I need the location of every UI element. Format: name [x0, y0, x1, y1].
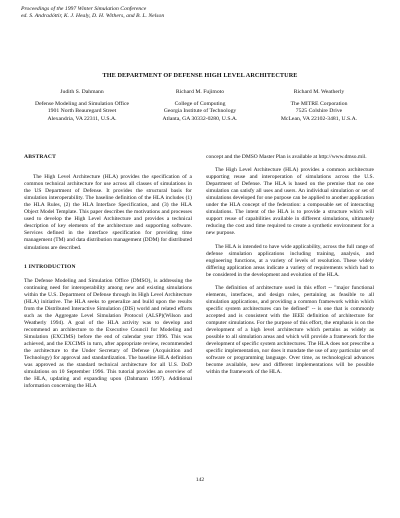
right-paragraph-2: The HLA is intended to have wide applicability, across the full range of defense simulation applications including training, analysis, and engineering functions, at a variety of levels of resolution. These widely differing application areas indicate a variety of requirements which had to be considered in the development and evolution of the HLA. — [206, 243, 374, 278]
author-name: Judith S. Dahmann — [60, 89, 104, 95]
author-address-2: McLean, VA 22102-3481, U.S.A. — [280, 115, 358, 122]
author-address-1: 7525 Colshire Drive — [295, 108, 343, 115]
intro-heading: 1 INTRODUCTION — [24, 263, 76, 270]
proceedings-line-1: Proceedings of the 1997 Winter Simulation Conference — [21, 6, 147, 12]
author-org: The MITRE Corporation — [290, 100, 348, 107]
right-paragraph-0: concept and the DMSO Master Plan is available at http://www.dmso.mil. — [206, 154, 367, 160]
author-address-1: Georgia Institute of Technology — [163, 108, 237, 115]
abstract-text: The High Level Architecture (HLA) provides the specification of a common technical architecture for use across all classes of simulations in the US Department of Defense. It provides the structural basis for simulation interoperability. The baseline definition of the HLA includes (1) the HLA Rules, (2) the HLA Interface Specification, and (3) the HLA Object Model Template. This paper describes the motivations and processes used to develop the High Level Architecture and provides a technical description of key elements of the architecture and supporting software. Services defined in the interface specification for providing time management (TM) and data distribution management (DDM) for distributed simulations are described. — [24, 174, 193, 251]
intro-paragraph-1: The Defense Modeling and Simulation Office (DMSO), is addressing the continuing need for interoperability among new and existing simulations within the U.S. Department of Defense through its High Level Architecture (HLA) initiative. The HLA seeks to generalize and build upon the results from the Distributed Interactive Simulation (DIS) world and related efforts such as the Aggregate Level Simulation Protocol (ALSP)(Wilson and Weatherly 1994). A goal of the HLA activity was to develop and recommend an architecture to the Executive Council for Modeling and Simulation (EXCIMS) before the end of calendar year 1996. This was achieved, and the EXCIMS in turn, after appropriate review, recommended the architecture to the Under Secretary of Defense (Acquisition and Technology) for approval and standardization. The baseline HLA definition was approved as the standard technical architecture for all U.S. DoD simulations on 10 September 1996. This tutorial provides an overview of the HLA, updating and expanding upon (Dahmann 1997). Additional information concerning the HLA — [24, 277, 192, 390]
right-paragraph-1: The High Level Architecture (HLA) provides a common architecture supporting reuse and interoperation of simulations across the U.S. Department of Defense. The HLA is based on the premise that no one simulation can satisfy all uses and users. An individual simulation or set of simulations developed for one purpose can be applied to another application under the HLA concept of the federation: a composable set of interacting simulations. The intent of the HLA is to provide a structure which will support reuse of capabilities available in different simulations, ultimately reducing the cost and time required to create a synthetic environment for a new purpose. — [206, 167, 374, 237]
right-paragraph-3: The definition of architecture used in this effort -- "major functional elements, interfaces, and design rules, pertaining as feasible to all simulation applications, and providing a common framework within which specific system architectures can be defined" -- is one that is commonly accepted and is consistent with the IEEE definition of architecture for computer simulations. For the purpose of this effort, the emphasis is on the development of a high level architecture which pertains as widely as possible to all simulation areas and which will provide a framework for the development of specific system architectures. The HLA does not prescribe a specific implementation, nor does it mandate the use of any particular set of software or programming language. Over time, as technological advances become available, new and different implementations will be possible within the framework of the HLA. — [206, 284, 374, 376]
author-name: Richard M. Weatherly — [293, 89, 345, 95]
author-name: Richard M. Fujimoto — [175, 89, 225, 95]
author-block-1 — [19, 89, 145, 123]
author-address-2: Atlanta, GA 30332-0280, U.S.A. — [162, 115, 238, 122]
author-org: College of Computing — [174, 100, 226, 107]
paper-title: THE DEPARTMENT OF DEFENSE HIGH LEVEL ARCHITECTURE — [102, 72, 298, 79]
page-number: 142 — [195, 477, 205, 483]
author-address-2: Alexandria, VA 22311, U.S.A. — [47, 115, 117, 122]
author-block-3 — [256, 89, 382, 123]
right-column — [206, 154, 374, 382]
author-org: Defense Modeling and Simulation Office — [34, 100, 130, 107]
abstract-heading: ABSTRACT — [24, 154, 57, 160]
proceedings-header — [21, 6, 164, 21]
author-address-1: 1901 North Beauregard Street — [47, 108, 117, 115]
proceedings-line-2: ed. S. Andradóttir, K. J. Healy, D. H. Withers, and B. L. Nelson — [21, 13, 165, 20]
left-column — [24, 154, 192, 396]
author-block-2 — [137, 89, 263, 123]
